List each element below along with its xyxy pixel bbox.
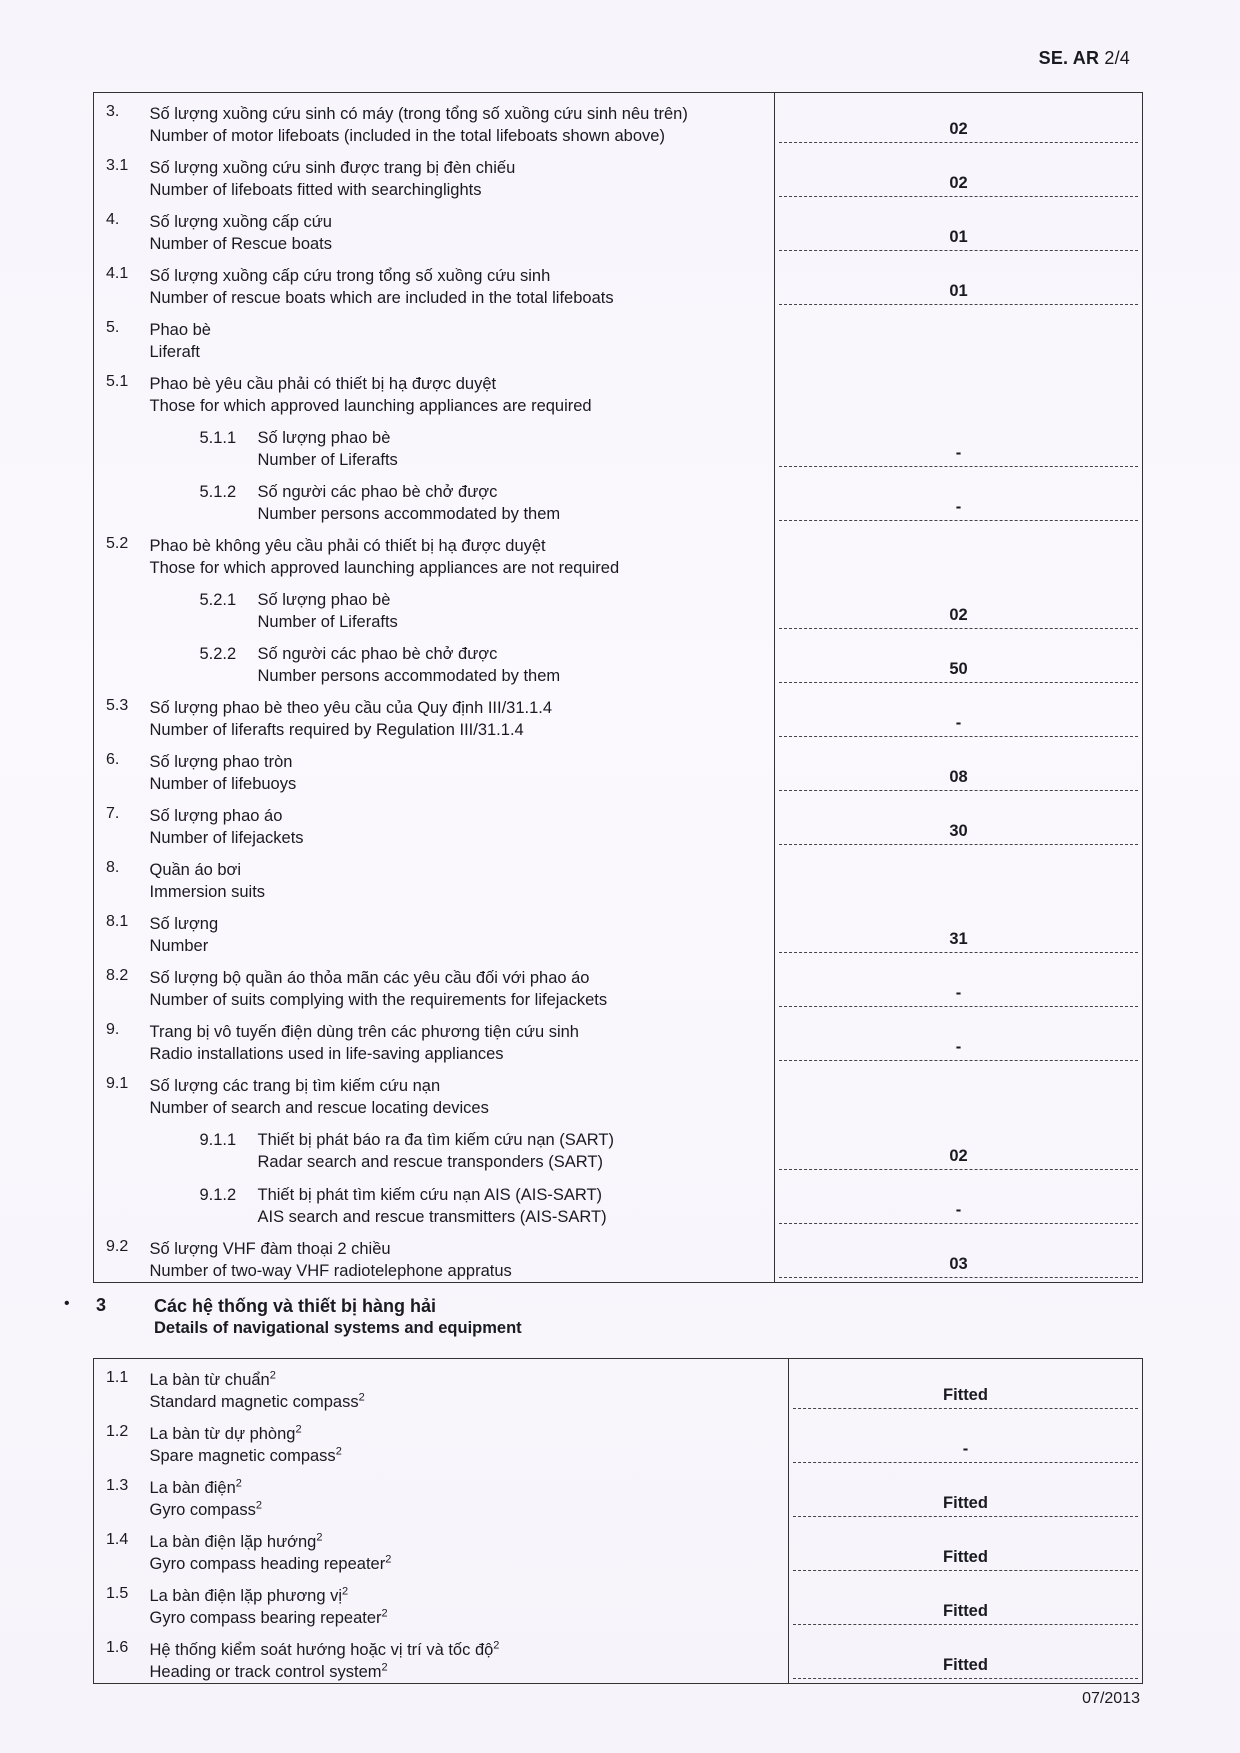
label-english-text: Number of motor lifeboats (included in the total lifeboats shown above) (149, 127, 665, 145)
row-number: 1.1 (106, 1369, 129, 1386)
row-value (779, 357, 1138, 359)
label-vietnamese-text: La bàn từ dự phòng (149, 1425, 296, 1443)
row-number (94, 1174, 140, 1228)
sub-row-number: 5.2.1 (199, 591, 237, 609)
row-number (94, 579, 140, 633)
row-number: 8.1 (106, 913, 129, 930)
label-vietnamese-text: Số lượng (149, 915, 219, 933)
row-value: - (779, 496, 1138, 521)
table-row (94, 1629, 1143, 1684)
row-value (779, 897, 1138, 899)
row-number: 1.6 (106, 1639, 129, 1656)
row-value-cell (789, 1359, 1143, 1414)
row-number: 9.2 (106, 1238, 129, 1255)
label-vietnamese (258, 427, 398, 449)
row-number: 5. (106, 319, 120, 336)
row-value: 08 (779, 766, 1138, 791)
label-english-text: Number of rescue boats which are included in the total lifeboats (149, 289, 614, 307)
label-vietnamese-text: Số lượng bộ quần áo thỏa mãn các yêu cầu đối với phao áo (149, 969, 590, 987)
row-description (140, 147, 775, 201)
label-english-text: Those for which approved launching appliances are not required (149, 559, 620, 577)
row-number: 5.1 (106, 373, 129, 390)
label-vietnamese (150, 913, 775, 935)
table-row (94, 687, 1143, 741)
label-english-text: Number of Liferafts (257, 613, 398, 631)
row-description (140, 633, 775, 687)
row-description (140, 687, 775, 741)
label-vietnamese (150, 211, 775, 233)
navigation-equipment-table (93, 1358, 1143, 1684)
row-value: 02 (779, 1145, 1138, 1170)
section-bullet: • (64, 1295, 70, 1312)
label-english-text: Immersion suits (149, 883, 266, 901)
row-value: Fitted (793, 1492, 1138, 1517)
row-description (140, 525, 775, 579)
row-description (140, 1119, 775, 1174)
row-value: 02 (779, 604, 1138, 629)
table-row (94, 1119, 1143, 1174)
sub-row-labels (258, 427, 398, 471)
table-row (94, 1011, 1143, 1065)
row-value-cell (775, 849, 1143, 903)
label-english (150, 395, 775, 417)
table-row (94, 849, 1143, 903)
row-value-cell (775, 1119, 1143, 1174)
label-english (150, 287, 775, 309)
row-value-cell (789, 1413, 1143, 1467)
row-value-cell (789, 1575, 1143, 1629)
label-english-text: Radar search and rescue transponders (SART) (257, 1153, 603, 1171)
table-row (94, 1174, 1143, 1228)
label-english (258, 1151, 614, 1173)
label-english (150, 125, 775, 147)
row-value: - (779, 442, 1138, 467)
row-value: - (779, 712, 1138, 737)
row-description (140, 1359, 789, 1414)
label-vietnamese-text: Số lượng phao bè (257, 429, 391, 447)
table-row (94, 1065, 1143, 1119)
label-vietnamese (150, 1585, 789, 1607)
row-number: 5.2 (106, 535, 129, 552)
label-vietnamese-text: Số người các phao bè chở được (257, 645, 498, 663)
label-vietnamese (150, 157, 775, 179)
lifesaving-equipment-table (93, 92, 1143, 1283)
row-number: 5.3 (106, 697, 129, 714)
footnote-mark: 2 (358, 1391, 365, 1404)
row-value-cell (775, 363, 1143, 417)
footnote-mark: 2 (342, 1585, 349, 1598)
row-description (140, 1011, 775, 1065)
row-description (140, 741, 775, 795)
footnote-mark: 2 (316, 1531, 323, 1544)
row-value-cell (775, 417, 1143, 471)
row-value: Fitted (793, 1600, 1138, 1625)
label-vietnamese (150, 319, 775, 341)
label-vietnamese (150, 1075, 775, 1097)
label-vietnamese-text: Quần áo bơi (149, 861, 242, 879)
label-vietnamese-text: Số lượng phao bè theo yêu cầu của Quy định III/31.1.4 (149, 699, 553, 717)
table-row (94, 1228, 1143, 1283)
row-value: 01 (779, 280, 1138, 305)
label-english-text: Spare magnetic compass (149, 1447, 336, 1465)
label-vietnamese-text: La bàn điện lặp hướng (149, 1533, 317, 1551)
row-description (140, 579, 775, 633)
table-row (94, 741, 1143, 795)
row-value: - (793, 1438, 1138, 1463)
label-english (150, 989, 775, 1011)
section-number: 3 (96, 1295, 107, 1315)
row-number: 4.1 (106, 265, 129, 282)
sub-row-labels (258, 1184, 607, 1228)
footnote-mark: 2 (295, 1423, 302, 1436)
row-description (140, 93, 775, 148)
sub-row-labels (258, 589, 398, 633)
row-value: 30 (779, 820, 1138, 845)
sub-row-number: 5.1.2 (199, 483, 237, 501)
row-number (94, 471, 140, 525)
table-row (94, 255, 1143, 309)
label-vietnamese (150, 1238, 775, 1260)
label-vietnamese (150, 1639, 789, 1661)
row-description (140, 1413, 789, 1467)
label-english (150, 935, 775, 957)
row-value-cell (789, 1629, 1143, 1684)
row-number (94, 417, 140, 471)
label-vietnamese-text: Thiết bị phát báo ra đa tìm kiếm cứu nạn (SART) (257, 1131, 614, 1149)
label-vietnamese-text: Hệ thống kiểm soát hướng hoặc vị trí và tốc độ (149, 1641, 494, 1659)
label-vietnamese-text: Số lượng phao tròn (149, 753, 293, 771)
row-value-cell (775, 1174, 1143, 1228)
row-value-cell (775, 1228, 1143, 1283)
row-description (140, 1065, 775, 1119)
label-vietnamese (258, 589, 398, 611)
table-row (94, 525, 1143, 579)
label-english-text: Gyro compass bearing repeater (149, 1609, 382, 1627)
row-value-cell (775, 1011, 1143, 1065)
row-value-cell (775, 471, 1143, 525)
label-english-text: Number (149, 937, 209, 955)
row-value-cell (775, 1065, 1143, 1119)
row-number: 7. (106, 805, 120, 822)
row-value: Fitted (793, 1654, 1138, 1679)
table-row (94, 903, 1143, 957)
row-value: - (779, 1199, 1138, 1224)
label-vietnamese-text: Số lượng xuồng cấp cứu trong tổng số xuồng cứu sinh (149, 267, 551, 285)
sub-row-labels (258, 1129, 614, 1173)
table-row (94, 93, 1143, 148)
row-value-cell (775, 687, 1143, 741)
row-value-cell (775, 525, 1143, 579)
row-value-cell (775, 795, 1143, 849)
row-description (140, 1467, 789, 1521)
row-number (94, 633, 140, 687)
table-row (94, 957, 1143, 1011)
table-row (94, 1359, 1143, 1414)
label-english (150, 1607, 789, 1629)
row-value: Fitted (793, 1546, 1138, 1571)
label-english (150, 557, 775, 579)
label-vietnamese (150, 697, 775, 719)
label-english-text: Number of liferafts required by Regulation III/31.1.4 (149, 721, 524, 739)
label-vietnamese (150, 1021, 775, 1043)
label-english (150, 881, 775, 903)
sub-row-number: 9.1.2 (199, 1186, 237, 1204)
label-vietnamese (150, 1531, 789, 1553)
label-vietnamese-text: Số lượng các trang bị tìm kiếm cứu nạn (149, 1077, 441, 1095)
row-description (140, 1575, 789, 1629)
form-code: SE. AR (1038, 48, 1100, 68)
label-english-text: Radio installations used in life-saving appliances (149, 1045, 504, 1063)
row-value (779, 1113, 1138, 1115)
label-english (150, 179, 775, 201)
label-vietnamese-text: Thiết bị phát tìm kiếm cứu nạn AIS (AIS-SART) (257, 1186, 603, 1204)
row-value-cell (775, 957, 1143, 1011)
label-english (150, 1499, 789, 1521)
label-english-text: Number of suits complying with the requirements for lifejackets (149, 991, 608, 1009)
page-code (1039, 48, 1130, 69)
row-value: 03 (779, 1253, 1138, 1278)
sub-row-number: 5.1.1 (199, 429, 237, 447)
label-vietnamese-text: Số lượng xuồng cứu sinh có máy (trong tổng số xuồng cứu sinh nêu trên) (149, 105, 688, 123)
row-value-cell (775, 741, 1143, 795)
row-number: 1.4 (106, 1531, 129, 1548)
label-english-text: Number of lifebuoys (149, 775, 297, 793)
label-vietnamese-text: Số người các phao bè chở được (257, 483, 498, 501)
label-english (258, 1206, 607, 1228)
row-value-cell (775, 903, 1143, 957)
row-value-cell (775, 201, 1143, 255)
row-description (140, 309, 775, 363)
row-value: 02 (779, 172, 1138, 197)
table-row (94, 363, 1143, 417)
label-english (150, 719, 775, 741)
label-vietnamese (150, 265, 775, 287)
footnote-mark: 2 (381, 1607, 388, 1620)
row-value: 50 (779, 658, 1138, 683)
row-description (140, 471, 775, 525)
section-title (154, 1295, 754, 1339)
label-vietnamese-text: Phao bè không yêu cầu phải có thiết bị hạ được duyệt (149, 537, 546, 555)
row-value: - (779, 982, 1138, 1007)
row-value-cell (775, 147, 1143, 201)
row-value-cell (775, 633, 1143, 687)
label-vietnamese (150, 373, 775, 395)
row-description (140, 1629, 789, 1684)
row-value-cell (775, 255, 1143, 309)
row-description (140, 849, 775, 903)
label-english-text: Gyro compass heading repeater (149, 1555, 386, 1573)
label-vietnamese (258, 643, 561, 665)
label-vietnamese-text: Số lượng phao bè (257, 591, 391, 609)
row-value-cell (789, 1467, 1143, 1521)
label-english-text: Number of Liferafts (257, 451, 398, 469)
row-value-cell (775, 579, 1143, 633)
label-vietnamese-text: Phao bè (149, 321, 211, 339)
label-english (150, 1661, 789, 1683)
row-number: 4. (106, 211, 120, 228)
table-row (94, 309, 1143, 363)
row-description (140, 201, 775, 255)
row-number: 3.1 (106, 157, 129, 174)
label-vietnamese (258, 481, 561, 503)
label-english (150, 1553, 789, 1575)
row-value: Fitted (793, 1384, 1138, 1409)
label-vietnamese-text: La bàn điện (149, 1479, 236, 1497)
row-number (94, 1119, 140, 1174)
label-english (150, 341, 775, 363)
label-english-text: Those for which approved launching appliances are required (149, 397, 592, 415)
row-value-cell (789, 1521, 1143, 1575)
label-english (258, 611, 398, 633)
table-row (94, 1521, 1143, 1575)
footer-date: 07/2013 (1082, 1690, 1140, 1707)
footnote-mark: 2 (255, 1499, 262, 1512)
row-number: 1.2 (106, 1423, 129, 1440)
sub-row-labels (258, 481, 561, 525)
label-vietnamese-text: Trang bị vô tuyến điện dùng trên các phương tiện cứu sinh (149, 1023, 579, 1041)
label-english-text: Liferaft (149, 343, 200, 361)
row-value (779, 573, 1138, 575)
label-vietnamese (150, 103, 775, 125)
row-number: 1.5 (106, 1585, 129, 1602)
label-vietnamese (150, 751, 775, 773)
table-row (94, 471, 1143, 525)
label-vietnamese-text: Số lượng xuồng cấp cứu (149, 213, 332, 231)
label-english-text: Number persons accommodated by them (257, 505, 561, 523)
label-vietnamese (150, 1369, 789, 1391)
row-value: 02 (779, 118, 1138, 143)
label-english (150, 1043, 775, 1065)
label-vietnamese-text: La bàn điện lặp phương vị (149, 1587, 343, 1605)
row-number: 1.3 (106, 1477, 129, 1494)
row-description (140, 795, 775, 849)
table-row (94, 795, 1143, 849)
table-row (94, 1467, 1143, 1521)
table-row (94, 201, 1143, 255)
table-row (94, 417, 1143, 471)
row-description (140, 255, 775, 309)
label-english-text: Standard magnetic compass (149, 1393, 359, 1411)
label-vietnamese-text: La bàn từ chuẩn (149, 1371, 270, 1389)
label-vietnamese-text: Phao bè yêu cầu phải có thiết bị hạ được duyệt (149, 375, 497, 393)
label-english (150, 827, 775, 849)
label-vietnamese (150, 805, 775, 827)
row-value-cell (775, 93, 1143, 148)
table-row (94, 1413, 1143, 1467)
row-description (140, 903, 775, 957)
row-number: 9.1 (106, 1075, 129, 1092)
row-description (140, 1521, 789, 1575)
label-english-text: Number persons accommodated by them (257, 667, 561, 685)
row-value: - (779, 1036, 1138, 1061)
table-row (94, 579, 1143, 633)
section-title-vi: Các hệ thống và thiết bị hàng hải (154, 1296, 437, 1316)
label-english-text: Number of lifeboats fitted with searchinglights (149, 181, 482, 199)
footnote-mark: 2 (385, 1553, 392, 1566)
sub-row-number: 5.2.2 (199, 645, 237, 663)
row-description (140, 417, 775, 471)
table-row (94, 1575, 1143, 1629)
row-value: 01 (779, 226, 1138, 251)
row-number: 8.2 (106, 967, 129, 984)
footnote-mark: 2 (235, 1477, 242, 1490)
label-vietnamese (258, 1184, 607, 1206)
label-english-text: Number of two-way VHF radiotelephone appratus (149, 1262, 512, 1280)
section-title-en: Details of navigational systems and equipment (154, 1319, 522, 1337)
row-number: 8. (106, 859, 120, 876)
row-value-cell (775, 309, 1143, 363)
label-english-text: Number of search and rescue locating devices (149, 1099, 489, 1117)
footnote-mark: 2 (269, 1369, 276, 1382)
row-description (140, 1228, 775, 1283)
label-english-text: Number of lifejackets (149, 829, 304, 847)
table-row (94, 147, 1143, 201)
label-vietnamese (150, 859, 775, 881)
label-vietnamese-text: Số lượng phao áo (149, 807, 283, 825)
row-description (140, 363, 775, 417)
label-english (150, 1391, 789, 1413)
label-vietnamese-text: Số lượng VHF đàm thoại 2 chiều (149, 1240, 391, 1258)
label-vietnamese (150, 535, 775, 557)
table-row (94, 633, 1143, 687)
row-number: 9. (106, 1021, 120, 1038)
label-vietnamese (150, 967, 775, 989)
label-english (258, 665, 561, 687)
label-vietnamese (150, 1477, 789, 1499)
label-english (150, 1097, 775, 1119)
label-english (258, 503, 561, 525)
row-value (779, 411, 1138, 413)
label-vietnamese (258, 1129, 614, 1151)
row-description (140, 1174, 775, 1228)
label-english (150, 1260, 775, 1282)
footnote-mark: 2 (335, 1445, 342, 1458)
row-value: 31 (779, 928, 1138, 953)
label-vietnamese (150, 1423, 789, 1445)
row-number: 3. (106, 103, 120, 120)
label-vietnamese-text: Số lượng xuồng cứu sinh được trang bị đèn chiếu (149, 159, 516, 177)
label-english-text: AIS search and rescue transmitters (AIS-SART) (257, 1208, 607, 1226)
label-english (150, 1445, 789, 1467)
label-english (150, 773, 775, 795)
label-english-text: Heading or track control system (149, 1663, 382, 1681)
label-english (258, 449, 398, 471)
page-number: 2/4 (1104, 48, 1130, 68)
footnote-mark: 2 (493, 1639, 500, 1652)
label-english (150, 233, 775, 255)
footnote-mark: 2 (381, 1661, 388, 1674)
sub-row-number: 9.1.1 (199, 1131, 237, 1149)
row-number: 6. (106, 751, 120, 768)
label-english-text: Gyro compass (149, 1501, 256, 1519)
row-description (140, 957, 775, 1011)
sub-row-labels (258, 643, 561, 687)
label-english-text: Number of Rescue boats (149, 235, 333, 253)
